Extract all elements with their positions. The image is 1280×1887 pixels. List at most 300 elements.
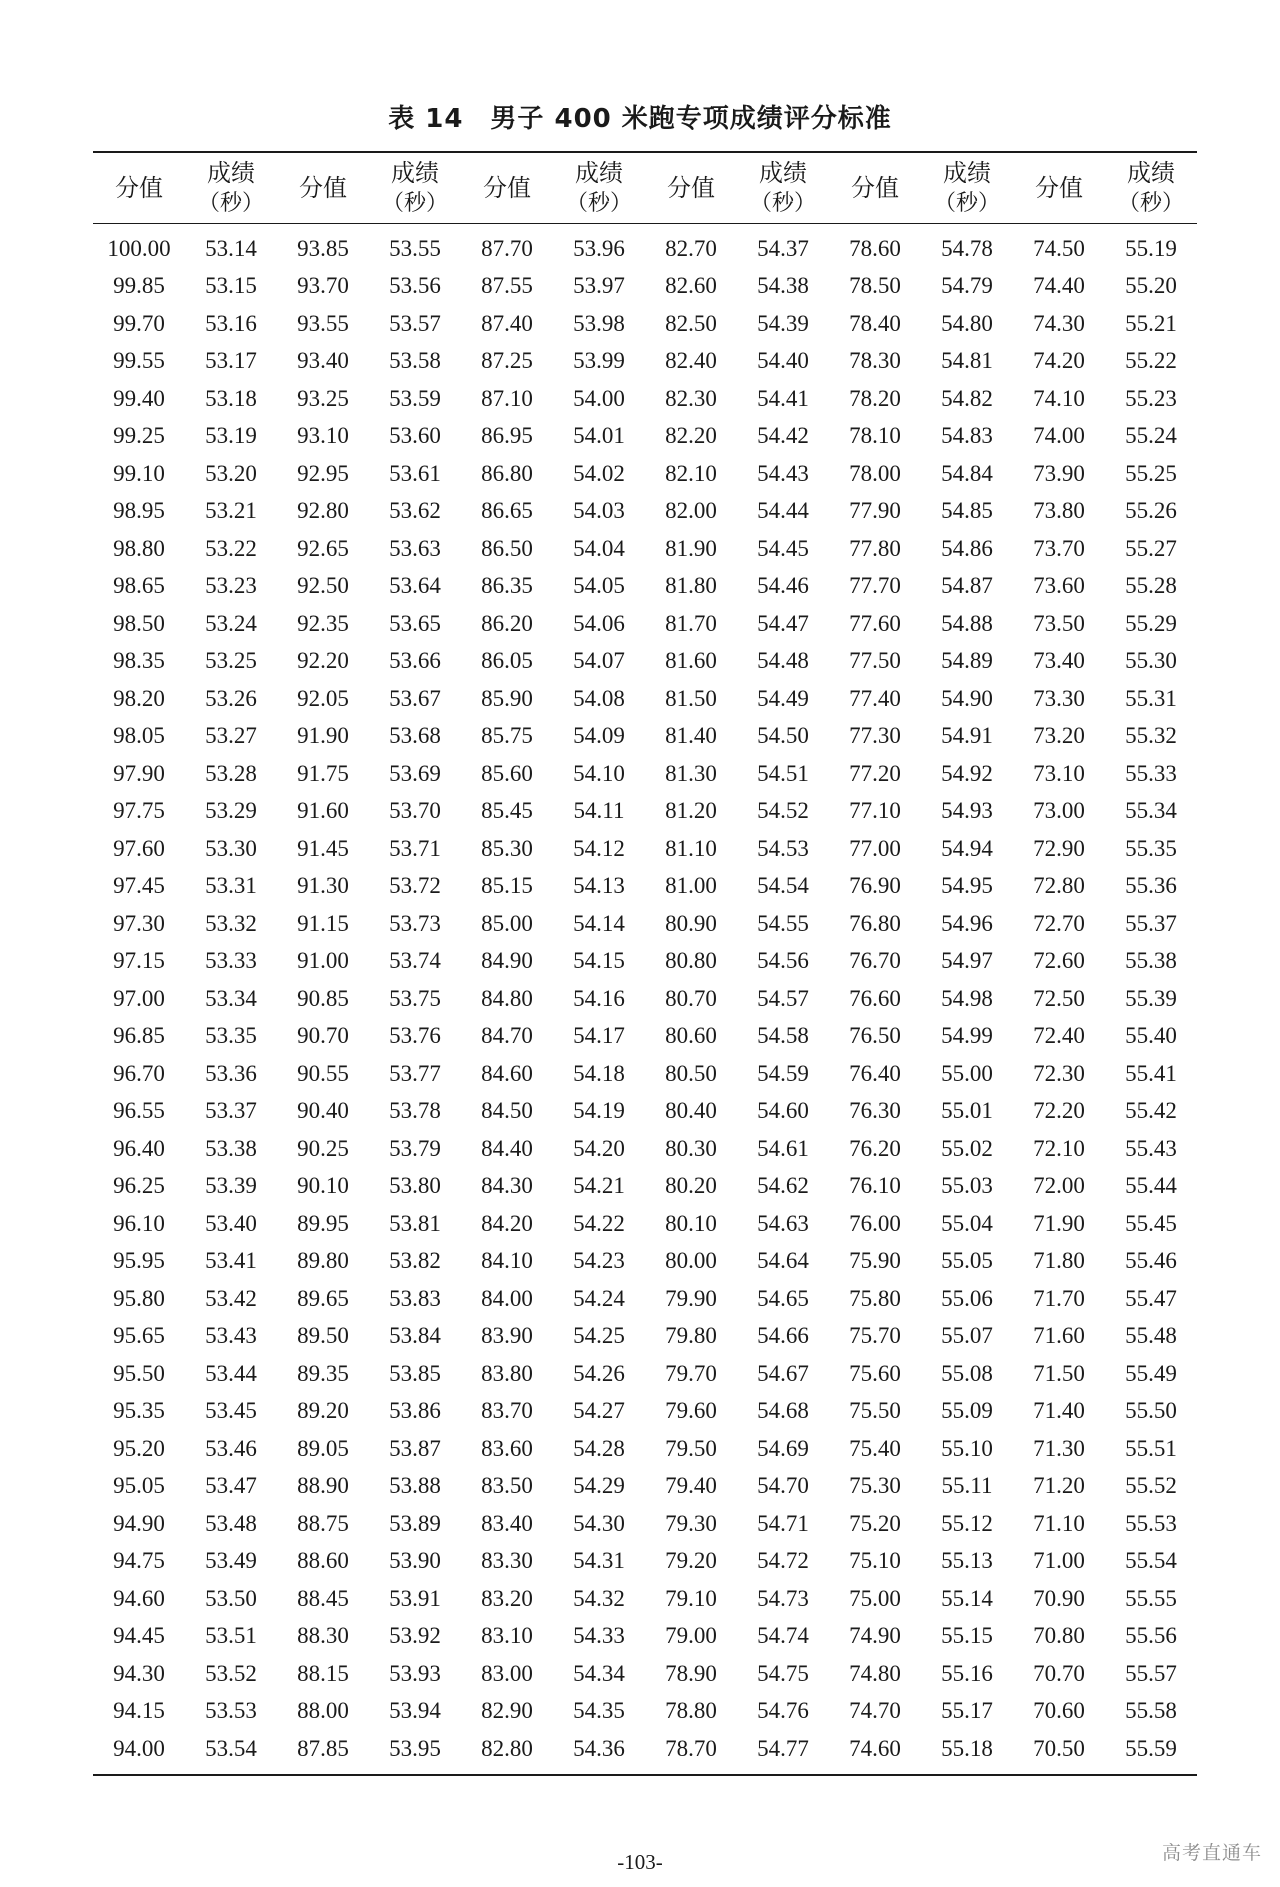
score-cell: 71.50 xyxy=(1033,1360,1085,1386)
score-cell: 71.30 xyxy=(1033,1435,1085,1461)
result-cell: 54.68 xyxy=(757,1398,809,1424)
table-row xyxy=(93,680,1197,718)
result-cell: 54.06 xyxy=(573,610,625,636)
table-row xyxy=(93,1505,1197,1543)
result-cell: 55.30 xyxy=(1125,648,1177,674)
score-cell: 74.50 xyxy=(1033,235,1085,261)
score-cell: 71.00 xyxy=(1033,1548,1085,1574)
score-cell: 97.30 xyxy=(113,910,165,936)
score-cell: 82.50 xyxy=(665,310,717,336)
result-cell: 54.53 xyxy=(757,835,809,861)
score-cell: 72.50 xyxy=(1033,985,1085,1011)
result-cell: 54.74 xyxy=(757,1623,809,1649)
result-cell: 53.92 xyxy=(389,1623,441,1649)
score-cell: 74.70 xyxy=(849,1698,901,1724)
result-cell: 55.31 xyxy=(1125,685,1177,711)
score-cell: 82.90 xyxy=(481,1698,533,1724)
score-cell: 93.70 xyxy=(297,273,349,299)
score-cell: 77.60 xyxy=(849,610,901,636)
score-table xyxy=(93,151,1197,1776)
result-cell: 55.24 xyxy=(1125,423,1177,449)
score-cell: 72.70 xyxy=(1033,910,1085,936)
score-cell: 96.55 xyxy=(113,1098,165,1124)
result-cell: 55.26 xyxy=(1125,498,1177,524)
result-cell: 54.56 xyxy=(757,948,809,974)
score-cell: 85.90 xyxy=(481,685,533,711)
result-cell: 54.43 xyxy=(757,460,809,486)
score-cell: 75.30 xyxy=(849,1473,901,1499)
result-cell: 55.35 xyxy=(1125,835,1177,861)
result-cell: 55.03 xyxy=(941,1173,993,1199)
table-row xyxy=(93,1543,1197,1581)
score-cell: 74.20 xyxy=(1033,348,1085,374)
result-cell: 55.29 xyxy=(1125,610,1177,636)
score-cell: 80.40 xyxy=(665,1098,717,1124)
score-cell: 88.90 xyxy=(297,1473,349,1499)
result-cell: 55.09 xyxy=(941,1398,993,1424)
table-row xyxy=(93,1430,1197,1468)
result-cell: 53.70 xyxy=(389,798,441,824)
result-cell: 53.28 xyxy=(205,760,257,786)
result-cell: 54.60 xyxy=(757,1098,809,1124)
score-cell: 71.20 xyxy=(1033,1473,1085,1499)
result-cell: 53.98 xyxy=(573,310,625,336)
result-cell: 53.35 xyxy=(205,1023,257,1049)
result-cell: 55.02 xyxy=(941,1135,993,1161)
table-row xyxy=(93,455,1197,493)
score-cell: 78.90 xyxy=(665,1660,717,1686)
score-cell: 98.80 xyxy=(113,535,165,561)
score-cell: 74.80 xyxy=(849,1660,901,1686)
page-number: -103- xyxy=(617,1850,663,1874)
table-title: 表 14 男子 400 米跑专项成绩评分标准 xyxy=(388,104,892,134)
score-cell: 85.45 xyxy=(481,798,533,824)
header-unit: （秒） xyxy=(197,191,264,216)
header-label: 分值 xyxy=(483,174,531,202)
table-row xyxy=(93,343,1197,381)
table-row xyxy=(93,1205,1197,1243)
score-cell: 70.50 xyxy=(1033,1735,1085,1761)
result-cell: 54.47 xyxy=(757,610,809,636)
result-cell: 53.39 xyxy=(205,1173,257,1199)
score-cell: 98.20 xyxy=(113,685,165,711)
score-cell: 80.10 xyxy=(665,1210,717,1236)
table-row xyxy=(93,868,1197,906)
score-cell: 73.60 xyxy=(1033,573,1085,599)
score-cell: 80.80 xyxy=(665,948,717,974)
score-cell: 98.95 xyxy=(113,498,165,524)
result-cell: 53.53 xyxy=(205,1698,257,1724)
result-cell: 53.59 xyxy=(389,385,441,411)
score-cell: 78.50 xyxy=(849,273,901,299)
result-cell: 55.17 xyxy=(941,1698,993,1724)
result-cell: 54.65 xyxy=(757,1285,809,1311)
score-cell: 78.00 xyxy=(849,460,901,486)
score-cell: 84.20 xyxy=(481,1210,533,1236)
result-cell: 53.58 xyxy=(389,348,441,374)
result-cell: 53.88 xyxy=(389,1473,441,1499)
header-unit: （秒） xyxy=(565,191,632,216)
result-cell: 54.01 xyxy=(573,423,625,449)
result-cell: 54.26 xyxy=(573,1360,625,1386)
score-cell: 99.40 xyxy=(113,385,165,411)
score-cell: 72.30 xyxy=(1033,1060,1085,1086)
result-cell: 53.63 xyxy=(389,535,441,561)
result-cell: 53.22 xyxy=(205,535,257,561)
score-cell: 90.40 xyxy=(297,1098,349,1124)
score-cell: 74.30 xyxy=(1033,310,1085,336)
score-cell: 75.80 xyxy=(849,1285,901,1311)
score-cell: 99.70 xyxy=(113,310,165,336)
score-cell: 93.10 xyxy=(297,423,349,449)
score-cell: 75.60 xyxy=(849,1360,901,1386)
score-cell: 91.60 xyxy=(297,798,349,824)
score-cell: 79.40 xyxy=(665,1473,717,1499)
result-cell: 54.89 xyxy=(941,648,993,674)
score-cell: 85.30 xyxy=(481,835,533,861)
result-cell: 55.27 xyxy=(1125,535,1177,561)
result-cell: 55.45 xyxy=(1125,1210,1177,1236)
result-cell: 55.06 xyxy=(941,1285,993,1311)
score-cell: 92.20 xyxy=(297,648,349,674)
result-cell: 53.14 xyxy=(205,235,257,261)
score-cell: 76.90 xyxy=(849,873,901,899)
score-cell: 96.85 xyxy=(113,1023,165,1049)
score-cell: 86.35 xyxy=(481,573,533,599)
result-cell: 53.51 xyxy=(205,1623,257,1649)
result-cell: 54.94 xyxy=(941,835,993,861)
score-cell: 81.20 xyxy=(665,798,717,824)
result-cell: 54.90 xyxy=(941,685,993,711)
score-cell: 74.60 xyxy=(849,1735,901,1761)
result-cell: 55.56 xyxy=(1125,1623,1177,1649)
table-row xyxy=(93,1168,1197,1206)
result-cell: 53.26 xyxy=(205,685,257,711)
result-cell: 55.18 xyxy=(941,1735,993,1761)
result-cell: 53.75 xyxy=(389,985,441,1011)
score-cell: 75.50 xyxy=(849,1398,901,1424)
header-label: 分值 xyxy=(851,174,899,202)
result-cell: 53.67 xyxy=(389,685,441,711)
table-row xyxy=(93,224,1197,268)
table-row xyxy=(93,1055,1197,1093)
score-cell: 76.60 xyxy=(849,985,901,1011)
result-cell: 53.72 xyxy=(389,873,441,899)
table-row xyxy=(93,1468,1197,1506)
result-cell: 55.53 xyxy=(1125,1510,1177,1536)
result-cell: 53.85 xyxy=(389,1360,441,1386)
score-cell: 91.30 xyxy=(297,873,349,899)
score-cell: 80.20 xyxy=(665,1173,717,1199)
result-cell: 53.25 xyxy=(205,648,257,674)
score-cell: 83.60 xyxy=(481,1435,533,1461)
result-cell: 55.19 xyxy=(1125,235,1177,261)
score-cell: 90.10 xyxy=(297,1173,349,1199)
score-cell: 98.05 xyxy=(113,723,165,749)
result-cell: 55.15 xyxy=(941,1623,993,1649)
table-header xyxy=(93,152,1197,224)
result-cell: 53.89 xyxy=(389,1510,441,1536)
score-cell: 83.70 xyxy=(481,1398,533,1424)
score-cell: 78.10 xyxy=(849,423,901,449)
score-cell: 75.90 xyxy=(849,1248,901,1274)
result-cell: 53.49 xyxy=(205,1548,257,1574)
header-unit: （秒） xyxy=(381,191,448,216)
result-cell: 54.30 xyxy=(573,1510,625,1536)
score-cell: 73.10 xyxy=(1033,760,1085,786)
result-cell: 55.14 xyxy=(941,1585,993,1611)
result-cell: 54.75 xyxy=(757,1660,809,1686)
score-cell: 95.80 xyxy=(113,1285,165,1311)
score-cell: 76.20 xyxy=(849,1135,901,1161)
result-cell: 54.96 xyxy=(941,910,993,936)
result-cell: 54.42 xyxy=(757,423,809,449)
score-cell: 90.70 xyxy=(297,1023,349,1049)
score-cell: 77.70 xyxy=(849,573,901,599)
table-row xyxy=(93,943,1197,981)
score-cell: 89.65 xyxy=(297,1285,349,1311)
result-cell: 53.82 xyxy=(389,1248,441,1274)
header-label: 成绩 xyxy=(759,159,807,187)
result-cell: 55.38 xyxy=(1125,948,1177,974)
result-cell: 54.33 xyxy=(573,1623,625,1649)
score-cell: 76.30 xyxy=(849,1098,901,1124)
header-score xyxy=(829,152,921,224)
header-label: 分值 xyxy=(299,174,347,202)
score-cell: 94.00 xyxy=(113,1735,165,1761)
result-cell: 53.54 xyxy=(205,1735,257,1761)
result-cell: 55.00 xyxy=(941,1060,993,1086)
header-result xyxy=(1105,152,1197,224)
result-cell: 55.01 xyxy=(941,1098,993,1124)
score-cell: 79.50 xyxy=(665,1435,717,1461)
score-cell: 84.80 xyxy=(481,985,533,1011)
result-cell: 54.29 xyxy=(573,1473,625,1499)
score-cell: 86.20 xyxy=(481,610,533,636)
score-cell: 74.90 xyxy=(849,1623,901,1649)
score-cell: 73.20 xyxy=(1033,723,1085,749)
table-row xyxy=(93,268,1197,306)
score-cell: 91.15 xyxy=(297,910,349,936)
result-cell: 53.93 xyxy=(389,1660,441,1686)
score-cell: 74.00 xyxy=(1033,423,1085,449)
result-cell: 54.39 xyxy=(757,310,809,336)
result-cell: 53.37 xyxy=(205,1098,257,1124)
result-cell: 55.16 xyxy=(941,1660,993,1686)
score-cell: 79.20 xyxy=(665,1548,717,1574)
score-cell: 85.00 xyxy=(481,910,533,936)
result-cell: 54.92 xyxy=(941,760,993,786)
score-cell: 88.45 xyxy=(297,1585,349,1611)
score-cell: 75.00 xyxy=(849,1585,901,1611)
score-cell: 90.85 xyxy=(297,985,349,1011)
score-cell: 83.90 xyxy=(481,1323,533,1349)
result-cell: 55.11 xyxy=(941,1473,993,1499)
score-cell: 71.90 xyxy=(1033,1210,1085,1236)
score-cell: 88.75 xyxy=(297,1510,349,1536)
score-cell: 70.90 xyxy=(1033,1585,1085,1611)
score-cell: 77.10 xyxy=(849,798,901,824)
score-cell: 76.70 xyxy=(849,948,901,974)
table-row xyxy=(93,418,1197,456)
result-cell: 53.40 xyxy=(205,1210,257,1236)
result-cell: 54.70 xyxy=(757,1473,809,1499)
header-score xyxy=(645,152,737,224)
table-row xyxy=(93,1243,1197,1281)
result-cell: 54.20 xyxy=(573,1135,625,1161)
score-cell: 82.70 xyxy=(665,235,717,261)
result-cell: 55.49 xyxy=(1125,1360,1177,1386)
score-cell: 79.80 xyxy=(665,1323,717,1349)
result-cell: 54.61 xyxy=(757,1135,809,1161)
result-cell: 54.12 xyxy=(573,835,625,861)
result-cell: 53.84 xyxy=(389,1323,441,1349)
score-cell: 78.60 xyxy=(849,235,901,261)
result-cell: 54.02 xyxy=(573,460,625,486)
result-cell: 55.25 xyxy=(1125,460,1177,486)
result-cell: 53.31 xyxy=(205,873,257,899)
header-label: 成绩 xyxy=(207,159,255,187)
result-cell: 53.44 xyxy=(205,1360,257,1386)
score-cell: 91.75 xyxy=(297,760,349,786)
result-cell: 54.40 xyxy=(757,348,809,374)
score-cell: 81.50 xyxy=(665,685,717,711)
table-row xyxy=(93,1693,1197,1731)
score-cell: 89.35 xyxy=(297,1360,349,1386)
result-cell: 55.52 xyxy=(1125,1473,1177,1499)
score-cell: 70.80 xyxy=(1033,1623,1085,1649)
score-cell: 81.30 xyxy=(665,760,717,786)
score-cell: 75.20 xyxy=(849,1510,901,1536)
result-cell: 55.04 xyxy=(941,1210,993,1236)
result-cell: 53.76 xyxy=(389,1023,441,1049)
score-cell: 84.10 xyxy=(481,1248,533,1274)
score-cell: 76.10 xyxy=(849,1173,901,1199)
score-cell: 73.40 xyxy=(1033,648,1085,674)
score-cell: 87.25 xyxy=(481,348,533,374)
table-row xyxy=(93,718,1197,756)
result-cell: 55.22 xyxy=(1125,348,1177,374)
score-cell: 82.20 xyxy=(665,423,717,449)
result-cell: 54.35 xyxy=(573,1698,625,1724)
header-score xyxy=(1013,152,1105,224)
result-cell: 53.42 xyxy=(205,1285,257,1311)
score-cell: 71.70 xyxy=(1033,1285,1085,1311)
table-row xyxy=(93,530,1197,568)
score-cell: 94.30 xyxy=(113,1660,165,1686)
table-row xyxy=(93,1093,1197,1131)
header-unit: （秒） xyxy=(1117,191,1184,216)
result-cell: 55.21 xyxy=(1125,310,1177,336)
result-cell: 54.95 xyxy=(941,873,993,899)
result-cell: 54.38 xyxy=(757,273,809,299)
header-label: 分值 xyxy=(667,174,715,202)
score-cell: 75.40 xyxy=(849,1435,901,1461)
result-cell: 54.34 xyxy=(573,1660,625,1686)
result-cell: 54.04 xyxy=(573,535,625,561)
score-cell: 81.80 xyxy=(665,573,717,599)
score-cell: 76.50 xyxy=(849,1023,901,1049)
result-cell: 53.94 xyxy=(389,1698,441,1724)
score-cell: 80.70 xyxy=(665,985,717,1011)
watermark-logo: 高考直通车 xyxy=(1161,1842,1262,1864)
score-cell: 79.60 xyxy=(665,1398,717,1424)
result-cell: 54.58 xyxy=(757,1023,809,1049)
result-cell: 53.60 xyxy=(389,423,441,449)
score-cell: 92.05 xyxy=(297,685,349,711)
table-row xyxy=(93,1130,1197,1168)
result-cell: 54.66 xyxy=(757,1323,809,1349)
score-cell: 80.00 xyxy=(665,1248,717,1274)
score-cell: 70.70 xyxy=(1033,1660,1085,1686)
score-cell: 87.85 xyxy=(297,1735,349,1761)
score-cell: 76.40 xyxy=(849,1060,901,1086)
score-cell: 80.30 xyxy=(665,1135,717,1161)
result-cell: 53.29 xyxy=(205,798,257,824)
result-cell: 54.07 xyxy=(573,648,625,674)
result-cell: 53.15 xyxy=(205,273,257,299)
header-score xyxy=(461,152,553,224)
table-row xyxy=(93,980,1197,1018)
table-row xyxy=(93,643,1197,681)
result-cell: 54.14 xyxy=(573,910,625,936)
result-cell: 55.28 xyxy=(1125,573,1177,599)
result-cell: 55.58 xyxy=(1125,1698,1177,1724)
result-cell: 55.20 xyxy=(1125,273,1177,299)
table-row xyxy=(93,305,1197,343)
result-cell: 53.73 xyxy=(389,910,441,936)
score-cell: 88.30 xyxy=(297,1623,349,1649)
result-cell: 54.82 xyxy=(941,385,993,411)
score-cell: 100.00 xyxy=(107,235,171,261)
score-cell: 84.50 xyxy=(481,1098,533,1124)
score-cell: 83.20 xyxy=(481,1585,533,1611)
result-cell: 54.03 xyxy=(573,498,625,524)
score-cell: 77.20 xyxy=(849,760,901,786)
result-cell: 54.83 xyxy=(941,423,993,449)
score-cell: 89.50 xyxy=(297,1323,349,1349)
score-cell: 94.90 xyxy=(113,1510,165,1536)
result-cell: 53.23 xyxy=(205,573,257,599)
result-cell: 53.95 xyxy=(389,1735,441,1761)
result-cell: 54.98 xyxy=(941,985,993,1011)
score-cell: 86.50 xyxy=(481,535,533,561)
result-cell: 54.25 xyxy=(573,1323,625,1349)
result-cell: 55.05 xyxy=(941,1248,993,1274)
result-cell: 53.83 xyxy=(389,1285,441,1311)
score-cell: 94.45 xyxy=(113,1623,165,1649)
result-cell: 55.59 xyxy=(1125,1735,1177,1761)
score-cell: 71.60 xyxy=(1033,1323,1085,1349)
result-cell: 53.69 xyxy=(389,760,441,786)
score-cell: 85.75 xyxy=(481,723,533,749)
score-cell: 84.30 xyxy=(481,1173,533,1199)
score-cell: 72.10 xyxy=(1033,1135,1085,1161)
result-cell: 53.99 xyxy=(573,348,625,374)
score-cell: 83.00 xyxy=(481,1660,533,1686)
score-cell: 85.15 xyxy=(481,873,533,899)
table-row xyxy=(93,1318,1197,1356)
score-cell: 88.00 xyxy=(297,1698,349,1724)
result-cell: 54.81 xyxy=(941,348,993,374)
score-cell: 83.10 xyxy=(481,1623,533,1649)
result-cell: 54.52 xyxy=(757,798,809,824)
score-cell: 78.40 xyxy=(849,310,901,336)
table-row xyxy=(93,568,1197,606)
result-cell: 54.46 xyxy=(757,573,809,599)
table-row xyxy=(93,1618,1197,1656)
header-label: 成绩 xyxy=(575,159,623,187)
